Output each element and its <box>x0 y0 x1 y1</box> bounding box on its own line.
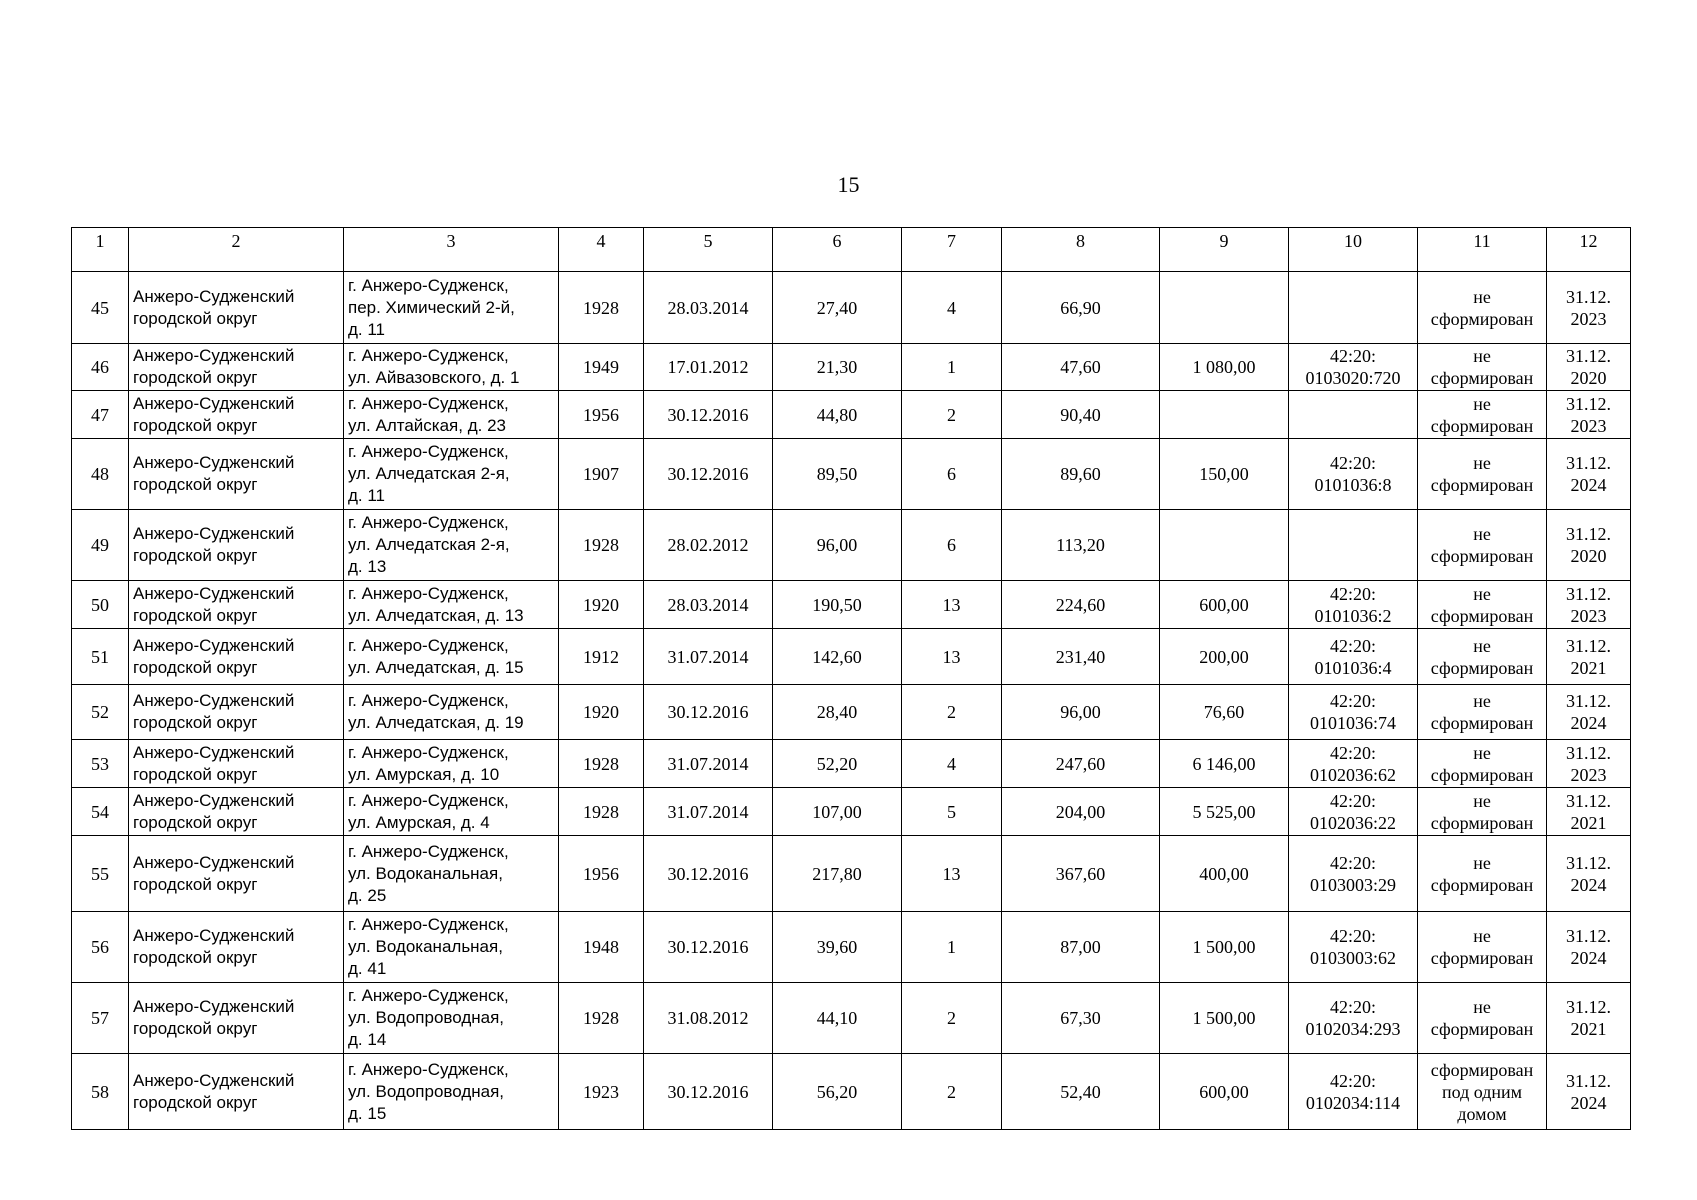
cell-row-number: 54 <box>72 788 129 836</box>
cell-area-6: 142,60 <box>773 629 902 685</box>
column-header-8: 8 <box>1002 228 1160 272</box>
cell-deadline: 31.12. 2020 <box>1547 510 1631 581</box>
cell-land-area-9 <box>1160 272 1289 344</box>
cell-land-status: не сформирован <box>1418 391 1547 439</box>
column-number-row <box>72 228 1631 272</box>
cell-land-area-9: 400,00 <box>1160 836 1289 912</box>
cell-cadastral-number: 42:20: 0101036:8 <box>1289 439 1418 510</box>
cell-area-8: 89,60 <box>1002 439 1160 510</box>
column-header-4: 4 <box>559 228 644 272</box>
cell-land-status: не сформирован <box>1418 740 1547 788</box>
column-header-2: 2 <box>129 228 344 272</box>
cell-date: 17.01.2012 <box>644 344 773 391</box>
cell-cadastral-number <box>1289 272 1418 344</box>
cell-area-8: 96,00 <box>1002 685 1160 740</box>
cell-area-8: 204,00 <box>1002 788 1160 836</box>
cell-address: г. Анжеро-Судженск, ул. Алчедатская 2-я, д. 11 <box>344 439 559 510</box>
cell-municipality: Анжеро-Судженский городской округ <box>129 788 344 836</box>
cell-deadline: 31.12. 2023 <box>1547 272 1631 344</box>
cell-area-8: 52,40 <box>1002 1054 1160 1130</box>
cell-address: г. Анжеро-Судженск, ул. Айвазовского, д. 1 <box>344 344 559 391</box>
table-body <box>72 272 1631 1130</box>
cell-address: г. Анжеро-Судженск, ул. Алтайская, д. 23 <box>344 391 559 439</box>
cell-cadastral-number <box>1289 391 1418 439</box>
cell-deadline: 31.12. 2024 <box>1547 439 1631 510</box>
cell-land-area-9: 200,00 <box>1160 629 1289 685</box>
cell-year-built: 1928 <box>559 510 644 581</box>
cell-address: г. Анжеро-Судженск, ул. Водоканальная, д. 25 <box>344 836 559 912</box>
cell-date: 31.07.2014 <box>644 740 773 788</box>
cell-land-area-9: 76,60 <box>1160 685 1289 740</box>
cell-row-number: 51 <box>72 629 129 685</box>
cell-cadastral-number: 42:20: 0103003:29 <box>1289 836 1418 912</box>
cell-land-status: не сформирован <box>1418 912 1547 983</box>
cell-year-built: 1928 <box>559 983 644 1054</box>
table-row <box>72 912 1631 983</box>
cell-count-7: 13 <box>902 836 1002 912</box>
cell-land-area-9: 150,00 <box>1160 439 1289 510</box>
cell-count-7: 2 <box>902 983 1002 1054</box>
cell-area-8: 113,20 <box>1002 510 1160 581</box>
cell-year-built: 1928 <box>559 272 644 344</box>
cell-row-number: 50 <box>72 581 129 629</box>
cell-date: 31.07.2014 <box>644 788 773 836</box>
cell-area-8: 224,60 <box>1002 581 1160 629</box>
cell-count-7: 4 <box>902 272 1002 344</box>
cell-year-built: 1923 <box>559 1054 644 1130</box>
cell-cadastral-number: 42:20: 0102036:22 <box>1289 788 1418 836</box>
column-header-5: 5 <box>644 228 773 272</box>
cell-land-area-9: 5 525,00 <box>1160 788 1289 836</box>
cell-area-6: 217,80 <box>773 836 902 912</box>
cell-municipality: Анжеро-Судженский городской округ <box>129 912 344 983</box>
cell-row-number: 45 <box>72 272 129 344</box>
cell-year-built: 1907 <box>559 439 644 510</box>
cell-cadastral-number: 42:20: 0103020:720 <box>1289 344 1418 391</box>
cell-land-area-9: 1 500,00 <box>1160 983 1289 1054</box>
table-row <box>72 510 1631 581</box>
column-header-11: 11 <box>1418 228 1547 272</box>
cell-municipality: Анжеро-Судженский городской округ <box>129 439 344 510</box>
cell-deadline: 31.12. 2024 <box>1547 912 1631 983</box>
cell-land-area-9: 600,00 <box>1160 1054 1289 1130</box>
cell-row-number: 52 <box>72 685 129 740</box>
cell-land-status: не сформирован <box>1418 581 1547 629</box>
cell-land-status: не сформирован <box>1418 685 1547 740</box>
cell-row-number: 53 <box>72 740 129 788</box>
cell-row-number: 49 <box>72 510 129 581</box>
cell-address: г. Анжеро-Судженск, ул. Амурская, д. 4 <box>344 788 559 836</box>
cell-count-7: 13 <box>902 581 1002 629</box>
cell-date: 28.03.2014 <box>644 272 773 344</box>
cell-municipality: Анжеро-Судженский городской округ <box>129 510 344 581</box>
cell-deadline: 31.12. 2023 <box>1547 581 1631 629</box>
cell-area-6: 107,00 <box>773 788 902 836</box>
cell-address: г. Анжеро-Судженск, ул. Амурская, д. 10 <box>344 740 559 788</box>
cell-deadline: 31.12. 2024 <box>1547 1054 1631 1130</box>
cell-address: г. Анжеро-Судженск, ул. Алчедатская, д. 13 <box>344 581 559 629</box>
column-header-9: 9 <box>1160 228 1289 272</box>
cell-count-7: 2 <box>902 685 1002 740</box>
cell-land-area-9: 600,00 <box>1160 581 1289 629</box>
cell-land-status: не сформирован <box>1418 272 1547 344</box>
column-header-10: 10 <box>1289 228 1418 272</box>
cell-land-status: не сформирован <box>1418 836 1547 912</box>
column-header-6: 6 <box>773 228 902 272</box>
cell-cadastral-number <box>1289 510 1418 581</box>
cell-address: г. Анжеро-Судженск, ул. Водопроводная, д. 14 <box>344 983 559 1054</box>
cell-area-6: 190,50 <box>773 581 902 629</box>
cell-municipality: Анжеро-Судженский городской округ <box>129 272 344 344</box>
cell-area-8: 67,30 <box>1002 983 1160 1054</box>
cell-land-status: не сформирован <box>1418 983 1547 1054</box>
table-row <box>72 740 1631 788</box>
cell-count-7: 5 <box>902 788 1002 836</box>
cell-cadastral-number: 42:20: 0102034:114 <box>1289 1054 1418 1130</box>
column-header-1: 1 <box>72 228 129 272</box>
cell-area-8: 47,60 <box>1002 344 1160 391</box>
cell-address: г. Анжеро-Судженск, ул. Алчедатская 2-я, д. 13 <box>344 510 559 581</box>
cell-count-7: 1 <box>902 912 1002 983</box>
cell-land-status: не сформирован <box>1418 344 1547 391</box>
cell-area-8: 367,60 <box>1002 836 1160 912</box>
cell-cadastral-number: 42:20: 0102036:62 <box>1289 740 1418 788</box>
cell-date: 30.12.2016 <box>644 391 773 439</box>
column-header-7: 7 <box>902 228 1002 272</box>
cell-cadastral-number: 42:20: 0101036:74 <box>1289 685 1418 740</box>
cell-land-area-9: 1 500,00 <box>1160 912 1289 983</box>
cell-row-number: 57 <box>72 983 129 1054</box>
column-header-12: 12 <box>1547 228 1631 272</box>
cell-area-6: 96,00 <box>773 510 902 581</box>
cell-address: г. Анжеро-Судженск, ул. Алчедатская, д. 15 <box>344 629 559 685</box>
cell-area-8: 231,40 <box>1002 629 1160 685</box>
cell-land-area-9: 6 146,00 <box>1160 740 1289 788</box>
cell-row-number: 46 <box>72 344 129 391</box>
cell-date: 30.12.2016 <box>644 836 773 912</box>
cell-area-6: 21,30 <box>773 344 902 391</box>
cell-municipality: Анжеро-Судженский городской округ <box>129 581 344 629</box>
cell-date: 31.07.2014 <box>644 629 773 685</box>
table-row <box>72 1054 1631 1130</box>
table-row <box>72 629 1631 685</box>
cell-count-7: 6 <box>902 439 1002 510</box>
cell-year-built: 1948 <box>559 912 644 983</box>
table-row <box>72 581 1631 629</box>
cell-municipality: Анжеро-Судженский городской округ <box>129 983 344 1054</box>
cell-count-7: 2 <box>902 391 1002 439</box>
table-row <box>72 836 1631 912</box>
cell-year-built: 1928 <box>559 740 644 788</box>
cell-address: г. Анжеро-Судженск, ул. Алчедатская, д. 19 <box>344 685 559 740</box>
cell-municipality: Анжеро-Судженский городской округ <box>129 391 344 439</box>
cell-deadline: 31.12. 2020 <box>1547 344 1631 391</box>
cell-year-built: 1956 <box>559 391 644 439</box>
cell-municipality: Анжеро-Судженский городской округ <box>129 740 344 788</box>
cell-deadline: 31.12. 2023 <box>1547 740 1631 788</box>
cell-date: 30.12.2016 <box>644 912 773 983</box>
cell-date: 31.08.2012 <box>644 983 773 1054</box>
cell-land-status: не сформирован <box>1418 629 1547 685</box>
table-row <box>72 788 1631 836</box>
table-row <box>72 439 1631 510</box>
cell-land-status: не сформирован <box>1418 439 1547 510</box>
cell-deadline: 31.12. 2021 <box>1547 983 1631 1054</box>
cell-cadastral-number: 42:20: 0101036:2 <box>1289 581 1418 629</box>
cell-address: г. Анжеро-Судженск, ул. Водоканальная, д. 41 <box>344 912 559 983</box>
table-row <box>72 391 1631 439</box>
cell-count-7: 2 <box>902 1054 1002 1130</box>
cell-land-status: не сформирован <box>1418 510 1547 581</box>
cell-land-area-9 <box>1160 510 1289 581</box>
table-row <box>72 685 1631 740</box>
cell-land-status: сформирован под одним домом <box>1418 1054 1547 1130</box>
cell-area-6: 28,40 <box>773 685 902 740</box>
page-number: 15 <box>837 172 860 197</box>
cell-area-8: 87,00 <box>1002 912 1160 983</box>
cell-land-status: не сформирован <box>1418 788 1547 836</box>
cell-municipality: Анжеро-Судженский городской округ <box>129 344 344 391</box>
cell-municipality: Анжеро-Судженский городской округ <box>129 685 344 740</box>
cell-area-6: 52,20 <box>773 740 902 788</box>
cell-area-8: 66,90 <box>1002 272 1160 344</box>
cell-address: г. Анжеро-Судженск, ул. Водопроводная, д. 15 <box>344 1054 559 1130</box>
cell-deadline: 31.12. 2021 <box>1547 788 1631 836</box>
cell-cadastral-number: 42:20: 0101036:4 <box>1289 629 1418 685</box>
cell-area-6: 56,20 <box>773 1054 902 1130</box>
cell-cadastral-number: 42:20: 0103003:62 <box>1289 912 1418 983</box>
cell-deadline: 31.12. 2024 <box>1547 836 1631 912</box>
cell-deadline: 31.12. 2023 <box>1547 391 1631 439</box>
cell-date: 28.02.2012 <box>644 510 773 581</box>
housing-register-table <box>71 227 1631 1130</box>
column-header-3: 3 <box>344 228 559 272</box>
cell-area-8: 90,40 <box>1002 391 1160 439</box>
cell-municipality: Анжеро-Судженский городской округ <box>129 629 344 685</box>
cell-year-built: 1920 <box>559 581 644 629</box>
cell-count-7: 4 <box>902 740 1002 788</box>
cell-area-6: 27,40 <box>773 272 902 344</box>
cell-year-built: 1920 <box>559 685 644 740</box>
cell-year-built: 1956 <box>559 836 644 912</box>
cell-deadline: 31.12. 2021 <box>1547 629 1631 685</box>
table-row <box>72 272 1631 344</box>
cell-land-area-9 <box>1160 391 1289 439</box>
cell-count-7: 13 <box>902 629 1002 685</box>
cell-date: 30.12.2016 <box>644 1054 773 1130</box>
cell-year-built: 1949 <box>559 344 644 391</box>
table-row <box>72 983 1631 1054</box>
cell-date: 30.12.2016 <box>644 439 773 510</box>
cell-date: 28.03.2014 <box>644 581 773 629</box>
cell-municipality: Анжеро-Судженский городской округ <box>129 836 344 912</box>
cell-date: 30.12.2016 <box>644 685 773 740</box>
cell-deadline: 31.12. 2024 <box>1547 685 1631 740</box>
cell-row-number: 55 <box>72 836 129 912</box>
cell-count-7: 6 <box>902 510 1002 581</box>
cell-row-number: 47 <box>72 391 129 439</box>
cell-municipality: Анжеро-Судженский городской округ <box>129 1054 344 1130</box>
cell-address: г. Анжеро-Судженск, пер. Химический 2-й, д. 11 <box>344 272 559 344</box>
cell-year-built: 1912 <box>559 629 644 685</box>
cell-area-8: 247,60 <box>1002 740 1160 788</box>
cell-row-number: 58 <box>72 1054 129 1130</box>
cell-row-number: 56 <box>72 912 129 983</box>
cell-year-built: 1928 <box>559 788 644 836</box>
cell-cadastral-number: 42:20: 0102034:293 <box>1289 983 1418 1054</box>
cell-row-number: 48 <box>72 439 129 510</box>
cell-area-6: 44,10 <box>773 983 902 1054</box>
cell-area-6: 39,60 <box>773 912 902 983</box>
cell-land-area-9: 1 080,00 <box>1160 344 1289 391</box>
cell-count-7: 1 <box>902 344 1002 391</box>
cell-area-6: 44,80 <box>773 391 902 439</box>
cell-area-6: 89,50 <box>773 439 902 510</box>
table-row <box>72 344 1631 391</box>
